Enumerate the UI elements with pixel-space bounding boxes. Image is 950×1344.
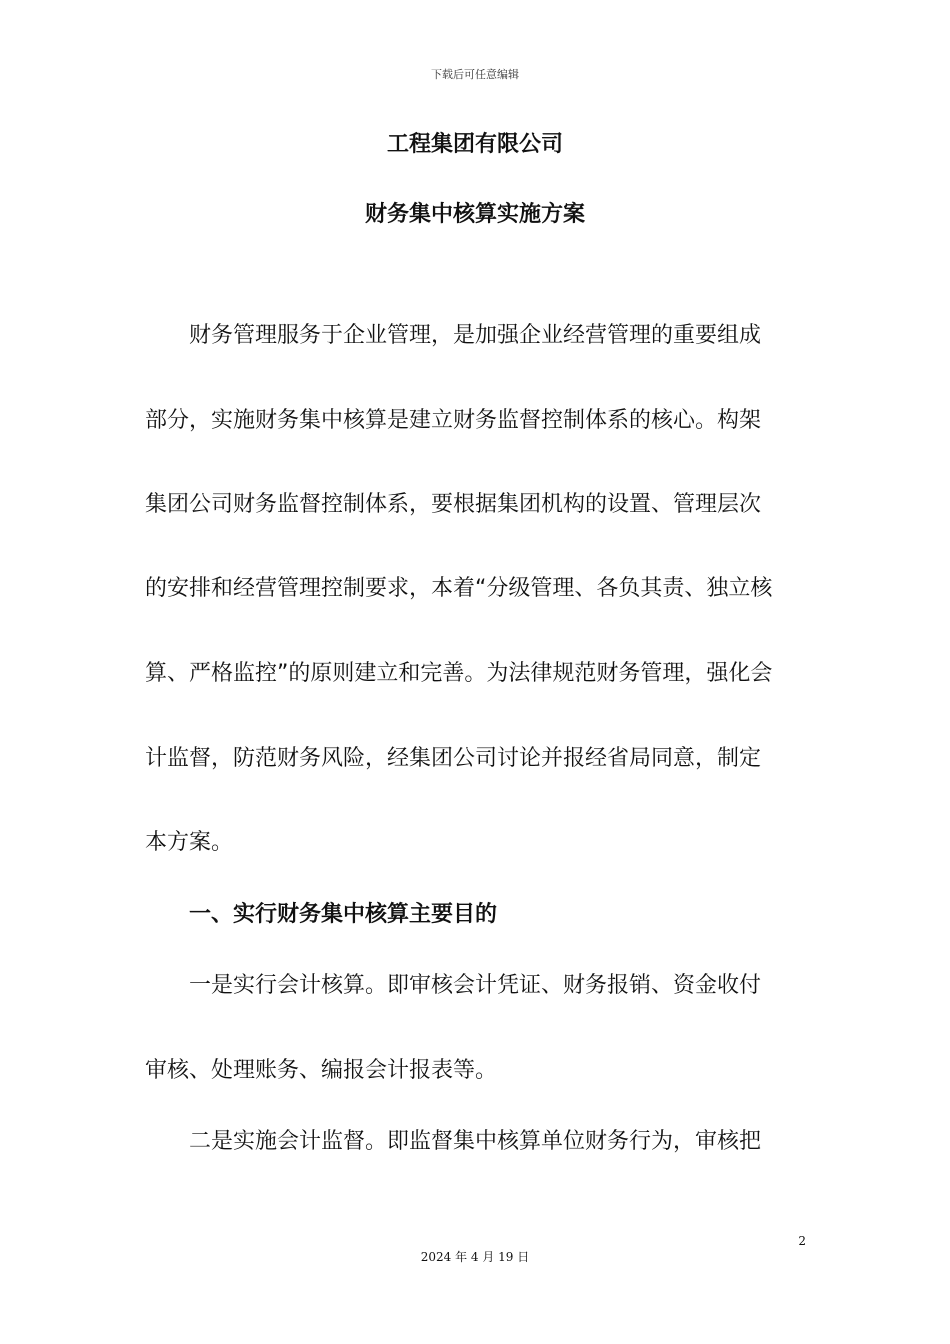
body-line: 一是实行会计核算。即审核会计凭证、财务报销、资金收付 (189, 973, 762, 998)
body-line: 算、严格监控”的原则建立和完善。为法律规范财务管理，强化会 (145, 661, 773, 686)
body-line: 计监督，防范财务风险，经集团公司讨论并报经省局同意，制定 (145, 746, 762, 771)
body-line: 的安排和经营管理控制要求，本着“分级管理、各负其责、独立核 (145, 576, 773, 601)
body-line: 集团公司财务监督控制体系，要根据集团机构的设置、管理层次 (145, 492, 762, 517)
document-title: 工程集团有限公司 (386, 132, 563, 157)
body-line: 本方案。 (145, 830, 234, 855)
body-line: 部分，实施财务集中核算是建立财务监督控制体系的核心。构架 (145, 408, 762, 433)
body-line: 财务管理服务于企业管理，是加强企业经营管理的重要组成 (189, 323, 762, 348)
document-subtitle: 财务集中核算实施方案 (364, 202, 585, 227)
section-heading: 一、实行财务集中核算主要目的 (189, 902, 498, 927)
page-number: 2 (798, 1234, 806, 1248)
body-line: 二是实施会计监督。即监督集中核算单位财务行为，审核把 (189, 1129, 762, 1154)
body-line: 审核、处理账务、编报会计报表等。 (145, 1058, 498, 1083)
footer-date: 2024 年 4 月 19 日 (420, 1250, 530, 1264)
header-note: 下载后可任意编辑 (431, 68, 519, 81)
